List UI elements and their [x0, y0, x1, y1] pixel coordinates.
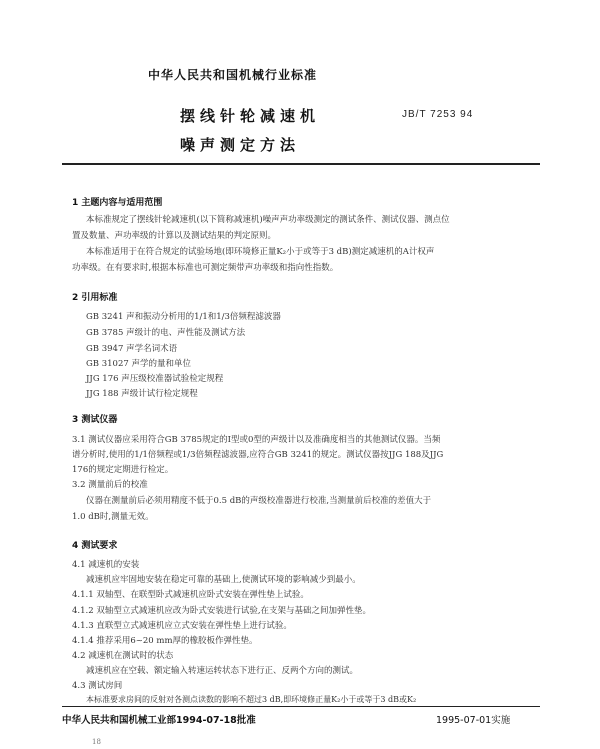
clause-4-1-1: 4.1.1 双轴型、在联型卧式减速机应卧式安装在弹性垫上试验。	[72, 590, 309, 600]
header-organization: 中华人民共和国机械行业标准	[148, 68, 318, 82]
clause-4-3-line: 本标准要求房间的反射对各测点读数的影响不超过3 dB,即环境修正量K₂小于或等于3 dB或K₂	[86, 695, 417, 704]
clause-3-2-heading: 3.2 测量前后的校准	[72, 480, 148, 490]
section-4-heading: 4 测试要求	[72, 541, 118, 551]
clause-4-1-4: 4.1.4 推荐采用6~20 mm厚的橡胶板作弹性垫。	[72, 636, 258, 646]
reference-item: GB 3785 声级计的电、声性能及测试方法	[86, 328, 246, 338]
reference-item: GB 31027 声学的量和单位	[86, 359, 191, 369]
section-1-para-2-line-2: 功率级。在有要求时,根据本标准也可测定频带声功率级和指向性指数。	[72, 263, 339, 273]
reference-item: GB 3241 声和振动分析用的1/1和1/3倍频程滤波器	[86, 312, 281, 322]
standard-number: JB/T 7253 94	[402, 109, 474, 120]
title-line-1: 摆线针轮减速机	[180, 107, 321, 125]
section-1-para-2-line-1: 本标准适用于在符合规定的试验场地(即环境修正量K₂小于或等于3 dB)测定减速机的A计权声	[86, 247, 435, 257]
clause-4-2-line: 减速机应在空载、额定输入转速运转状态下进行正、反两个方向的测试。	[86, 666, 359, 676]
section-1-heading: 1 主题内容与适用范围	[72, 198, 163, 208]
reference-item: GB 3947 声学名词术语	[86, 344, 178, 354]
footer-rule	[62, 706, 540, 707]
clause-3-1-line-1: 3.1 测试仪器应采用符合GB 3785规定的Ⅰ型或0型的声级计以及准确度相当的其他测试仪器。当频	[72, 435, 441, 445]
clause-4-1-3: 4.1.3 直联型立式减速机应立式安装在弹性垫上进行试验。	[72, 621, 292, 631]
reference-item: JJG 188 声级计试行检定规程	[86, 389, 198, 399]
clause-3-2-line-2: 1.0 dB时,测量无效。	[72, 512, 154, 522]
clause-4-1-line: 减速机应牢固地安装在稳定可靠的基础上,使测试环境的影响减少到最小。	[86, 575, 361, 585]
title-line-2: 噪声测定方法	[180, 136, 301, 154]
section-2-heading: 2 引用标准	[72, 293, 118, 303]
section-1-para-1-line-2: 置及数量、声功率级的计算以及测试结果的判定原则。	[72, 231, 277, 241]
clause-3-1-line-2: 谱分析时,使用的1/1倍频程或1/3倍频程滤波器,应符合GB 3241的规定。测试仪器按JJG 188及JJG	[72, 450, 444, 460]
clause-4-3-heading: 4.3 测试房间	[72, 681, 123, 691]
page-number: 18	[92, 738, 101, 746]
header-rule	[62, 163, 540, 165]
effective-date: 1995-07-01实施	[436, 715, 511, 726]
clause-3-1-line-3: 176的规定定期进行检定。	[72, 465, 174, 475]
clause-4-2-heading: 4.2 减速机在测试时的状态	[72, 651, 174, 661]
section-3-heading: 3 测试仪器	[72, 415, 118, 425]
reference-item: JJG 176 声压级校准器试验检定规程	[86, 374, 224, 384]
clause-4-1-2: 4.1.2 双轴型立式减速机应改为卧式安装进行试验,在支架与基础之间加弹性垫。	[72, 606, 372, 616]
approval-line: 中华人民共和国机械工业部1994-07-18批准	[62, 715, 256, 726]
clause-4-1-heading: 4.1 减速机的安装	[72, 560, 140, 570]
section-1-para-1-line-1: 本标准规定了摆线针轮减速机(以下简称减速机)噪声声功率级测定的测试条件、测试仪器、测点位	[86, 215, 450, 225]
clause-3-2-line-1: 仪器在测量前后必须用精度不低于0.5 dB的声级校准器进行校准,当测量前后校准的差值大于	[86, 496, 432, 506]
